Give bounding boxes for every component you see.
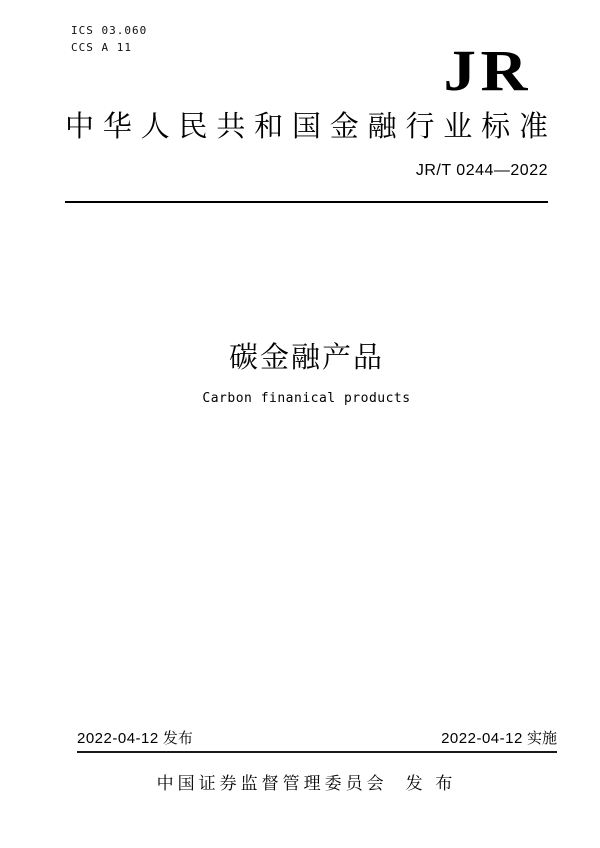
- header-divider: [65, 201, 548, 203]
- standard-category-char: 华: [102, 111, 132, 143]
- footer-divider: [77, 751, 557, 753]
- implementation-date: [441, 727, 557, 748]
- issuer-name: 中国证券监督管理委员会: [156, 774, 388, 793]
- standard-number: JR/T 0244—2022: [415, 162, 548, 179]
- standard-category-char: 融: [367, 111, 397, 143]
- standard-category-title: [65, 110, 548, 145]
- standard-category-char: 民: [178, 111, 208, 143]
- implementation-date-value: 2022-04-12: [441, 730, 523, 747]
- standard-category-char: 和: [254, 111, 284, 143]
- dates-row: [77, 727, 557, 748]
- document-title-zh: 碳金融产品: [228, 342, 384, 374]
- ccs-code: CCS A 11: [71, 41, 132, 54]
- ics-code: ICS 03.060: [71, 24, 148, 37]
- standard-category-char: 标: [481, 111, 511, 143]
- release-date-label: 发布: [162, 730, 193, 747]
- release-date-value: 2022-04-12: [77, 730, 159, 747]
- jr-logo: JR: [443, 38, 532, 103]
- release-date: [77, 727, 193, 748]
- standard-category-char: 国: [291, 111, 321, 143]
- classification-codes: [71, 22, 147, 56]
- standard-category-char: 人: [140, 111, 170, 143]
- standard-category-char: 业: [443, 111, 473, 143]
- issuer-action: 发 布: [405, 774, 457, 793]
- issuer-line: [65, 769, 548, 794]
- standard-category-char: 准: [518, 111, 548, 143]
- document-title-en: Carbon finanical products: [202, 391, 411, 406]
- standard-category-char: 行: [405, 111, 435, 143]
- standard-category-char: 金: [329, 111, 359, 143]
- implementation-date-label: 实施: [526, 730, 557, 747]
- standard-category-char: 中: [65, 111, 95, 143]
- standard-category-char: 共: [216, 111, 246, 143]
